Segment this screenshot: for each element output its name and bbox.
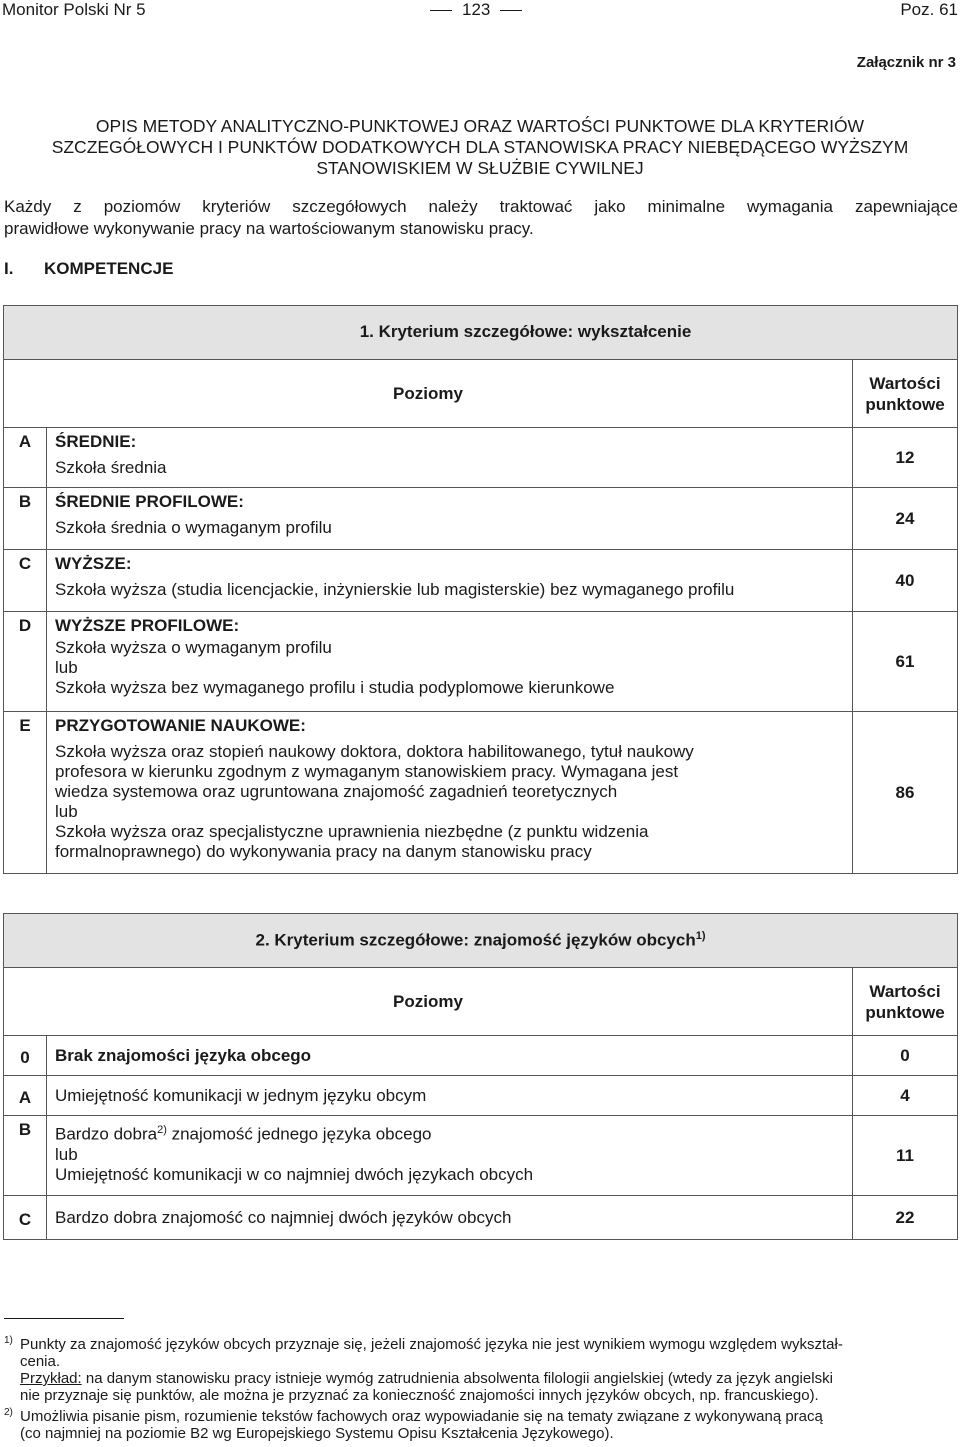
table-row: C Bardzo dobra znajomość co najmniej dwóch języków obcych 22 <box>4 1196 958 1240</box>
footnote-2: 2) Umożliwia pisanie pism, rozumienie tekstów fachowych oraz wypowiadanie się na tematy związane z wykonywaną pracą (co najmniej na poziomie B2 wg Europejskiego Systemu Opisu Kształcenia Językowego). <box>4 1407 823 1442</box>
page-number: 123 <box>420 0 560 20</box>
table-row: A Umiejętność komunikacji w jednym języku obcym 4 <box>4 1076 958 1116</box>
table-row: D WYŻSZE PROFILOWE: Szkoła wyższa o wymaganym profilu lub Szkoła wyższa bez wymaganego profilu i studia podyplomowe kierunkowe 61 <box>4 612 958 712</box>
levels-header: Poziomy <box>4 968 853 1036</box>
table2-caption: 2. Kryterium szczegółowe: znajomość języków obcych$^{1)}$ <box>4 914 958 968</box>
table-row: B Bardzo dobra$^{2)}$ znajomość jednego języka obcego lub Umiejętność komunikacji w co najmniej dwóch językach obcych 11 <box>4 1116 958 1196</box>
points-header: Wartości punktowe <box>853 968 958 1036</box>
education-criterion-table <box>3 305 958 874</box>
table1-caption: 1. Kryterium szczegółowe: wykształcenie <box>359 322 692 341</box>
footnote-rule <box>4 1318 124 1319</box>
footnote-1: 1) Punkty za znajomość języków obcych przyznaje się, jeżeli znajomość języka nie jest wynikiem wymogu względem wykształ- cenia. Przykład: na danym stanowisku pracy istnieje wymóg zatrudnienia absolwenta filologii angielskiej (wtedy za język angielski nie przyznaje się punktów, ale można je przyznać za konieczność znajomości innych języków obcych, np. francuskiego). <box>4 1335 843 1404</box>
intro-paragraph: Każdy z poziomów kryteriów szczegółowych należy traktować jako minimalne wymagania zapewniające prawidłowe wykonywanie pracy na wartościowanym stanowisku pracy. <box>4 197 958 238</box>
table-row: B ŚREDNIE PROFILOWE: Szkoła średnia o wymaganym profilu 24 <box>4 488 958 550</box>
document-title: OPIS METODY ANALITYCZNO-PUNKTOWEJ ORAZ WARTOŚCI PUNKTOWE DLA KRYTERIÓW SZCZEGÓŁOWYCH I PUNKTÓW DODATKOWYCH DLA STANOWISKA PRACY NIEBĘDĄCEGO WYŻSZYM STANOWISKIEM W SŁUŻBIE CYWILNEJ <box>51 116 909 178</box>
section-heading: I. KOMPETENCJE <box>4 259 174 278</box>
table-row: 0 Brak znajomości języka obcego 0 <box>4 1036 958 1076</box>
journal-name: Monitor Polski Nr 5 <box>2 0 146 19</box>
levels-header: Poziomy <box>4 360 853 428</box>
annex-label: Załącznik nr 3 <box>856 54 956 71</box>
table-row: C WYŻSZE: Szkoła wyższa (studia licencjackie, inżynierskie lub magisterskie) bez wymaganego profilu 40 <box>4 550 958 612</box>
table-row: A ŚREDNIE: Szkoła średnia 12 <box>4 428 958 488</box>
position-number: Poz. 61 <box>900 0 958 19</box>
points-header: Wartości punktowe <box>853 360 958 428</box>
table-row: E PRZYGOTOWANIE NAUKOWE: Szkoła wyższa oraz stopień naukowy doktora, doktora habilitowanego, tytuł naukowy profesora w kierunku zgodnym z wymaganym stanowiskiem pracy. Wymagana jest wiedza systemowa oraz ugruntowana znajomość zagadnień teoretycznych lub Szkoła wyższa oraz specjalistyczne uprawnienia niezbędne (z punktu widzenia formalnoprawnego) do wykonywania pracy na danym stanowisku pracy 86 <box>4 712 958 874</box>
example-label: Przykład: <box>20 1370 82 1387</box>
languages-criterion-table <box>3 913 958 1240</box>
